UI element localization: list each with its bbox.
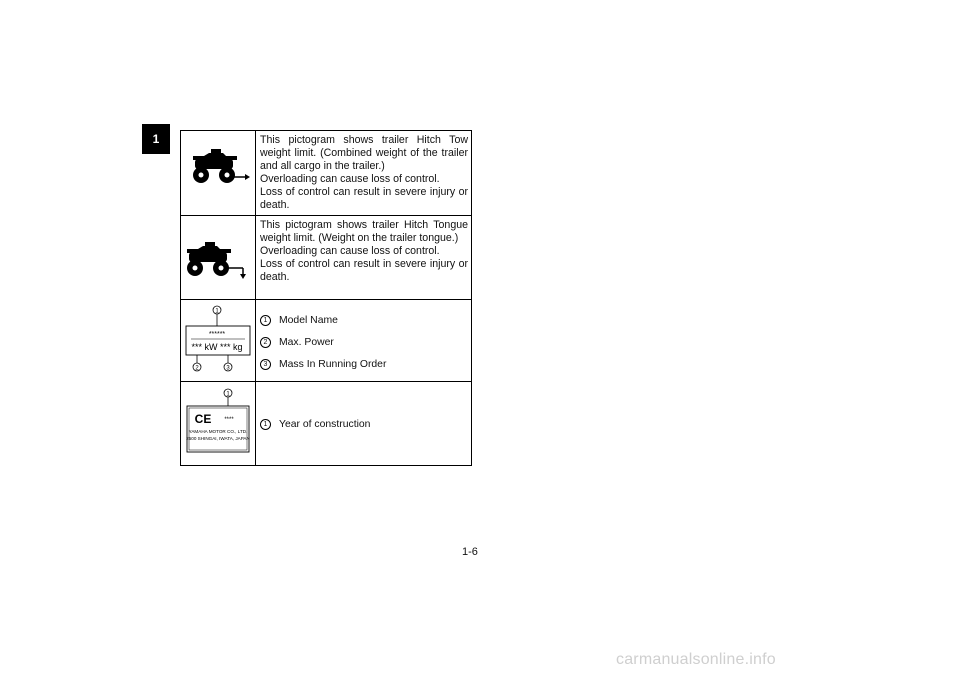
maker-address: 2500 SHINGAI, IWATA, JAPAN [186,436,250,441]
section-tab: 1 [142,124,170,154]
callout-number: 1 [226,391,230,398]
warning-paragraph: Overloading can cause loss of control. [260,245,440,257]
warning-paragraph: Overloading can cause loss of control. [260,173,440,185]
legend-cell [256,300,472,382]
model-code: ****** [208,331,226,338]
legend-text: Year of construction [279,419,371,430]
warning-paragraph: Loss of control can result in severe injury or death. [260,186,468,211]
table-row [181,382,472,466]
callout-number: 1 [260,315,271,326]
legend-item [260,358,468,371]
label-table [180,130,472,466]
pictogram-cell [181,131,256,216]
warning-paragraph: Loss of control can result in severe injury or death. [260,258,468,283]
callout-number: 3 [260,359,271,370]
ce-plate-cell [181,382,256,466]
legend-text: Max. Power [279,337,334,348]
callout-number: 3 [226,365,230,372]
legend-cell [256,382,472,466]
callout-number: 2 [195,365,199,372]
callout-number: 2 [260,337,271,348]
legend-item [260,336,468,349]
warning-paragraph: This pictogram shows trailer Hitch Tongue weight limit. (Weight on the trailer tongue.) [260,219,468,244]
legend-text: Model Name [279,315,338,326]
model-plate-cell [181,300,256,382]
atv-hitch-tongue-icon [181,216,255,298]
watermark: carmanualsonline.info [616,651,776,668]
warning-text-cell [256,131,472,216]
year-placeholder: **** [224,417,234,423]
legend-item [260,418,468,431]
table-row [181,131,472,216]
legend-text: Mass In Running Order [279,359,387,370]
page-number: 1-6 [462,546,478,558]
maker-name: YAMAHA MOTOR CO., LTD. [188,429,248,434]
table-row [181,300,472,382]
legend-item [260,314,468,327]
warning-paragraph: This pictogram shows trailer Hitch Tow weight limit. (Combined weight of the trailer and all cargo in the trailer.) [260,134,468,172]
warning-text-cell [256,216,472,300]
pictogram-cell [181,216,256,300]
ce-plate-diagram [181,382,255,464]
model-plate-diagram [181,300,255,380]
table-row [181,216,472,300]
atv-hitch-tow-icon [181,131,255,211]
callout-number: 1 [215,308,219,315]
ce-mark-icon: CE [194,412,212,426]
rating-text: *** kW *** kg [191,342,243,352]
callout-number: 1 [260,419,271,430]
